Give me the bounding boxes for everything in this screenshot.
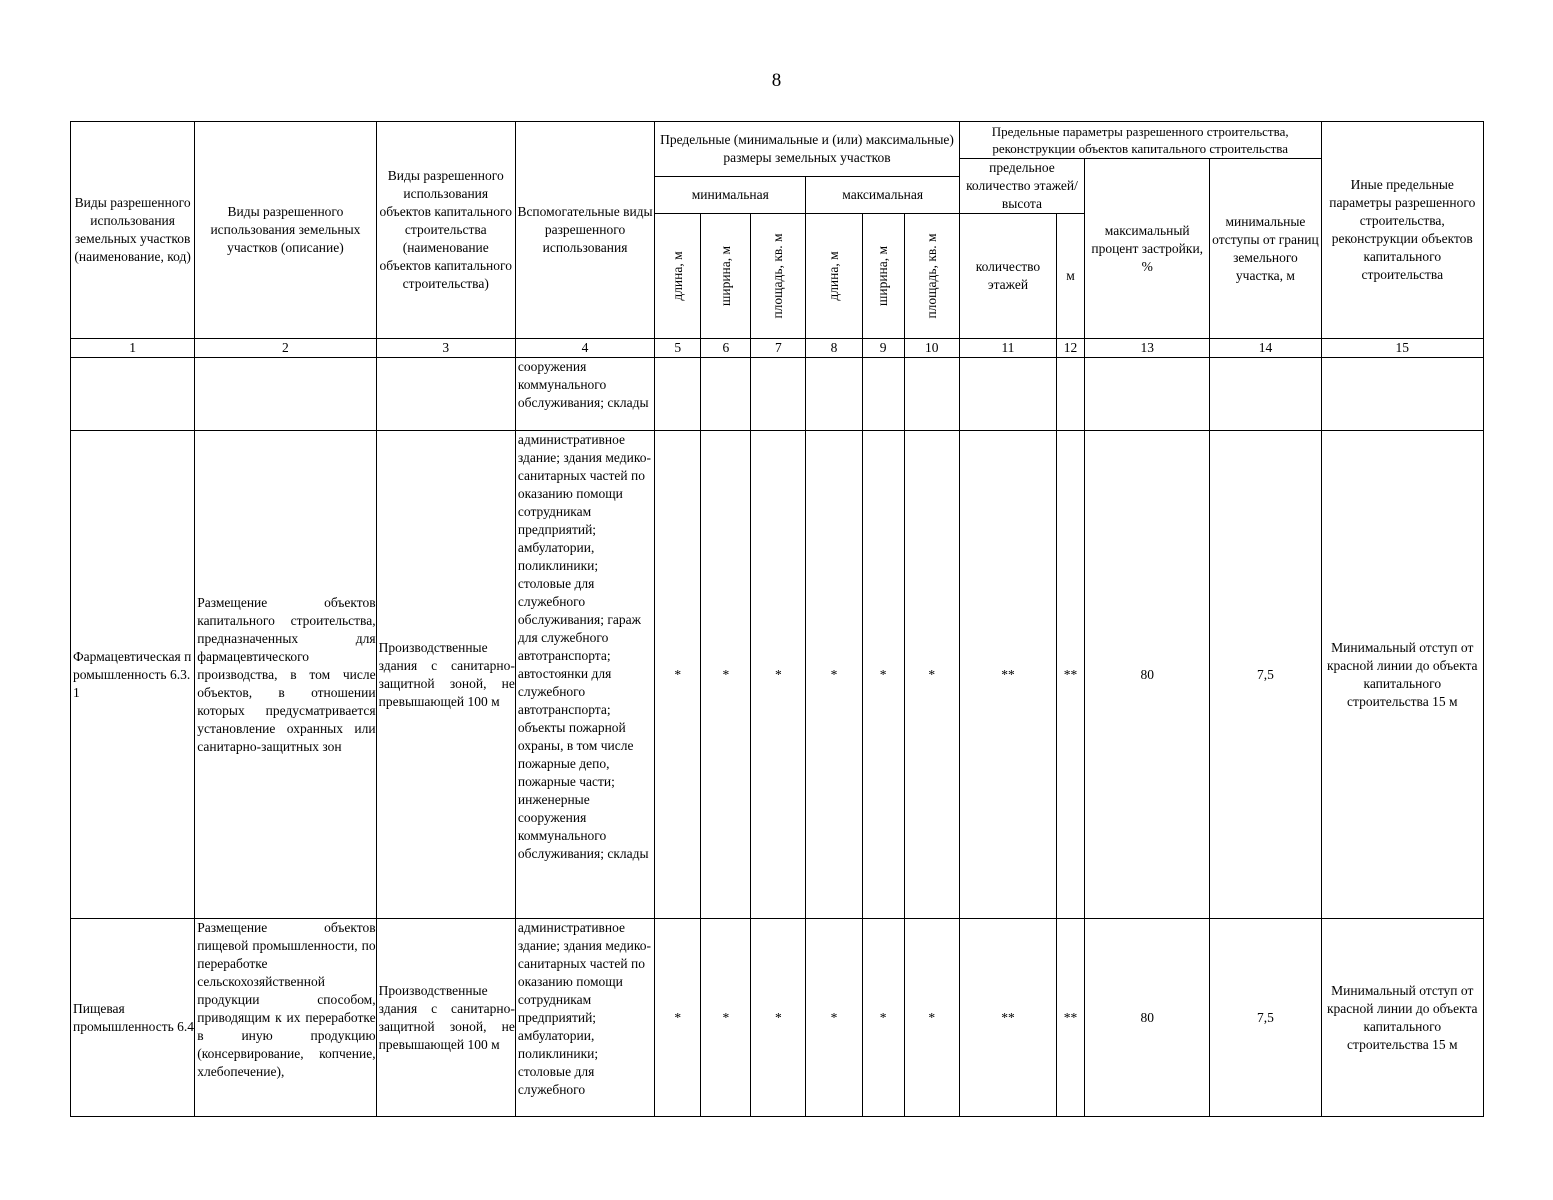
floors-count-value: **	[959, 431, 1056, 919]
header-plot-sizes: Предельные (минимальные и (или) максимальные) размеры земельных участков	[655, 122, 960, 177]
column-number: 14	[1210, 339, 1321, 358]
header-floors-count: количество этажей	[959, 214, 1056, 339]
column-number: 4	[515, 339, 654, 358]
column-number: 7	[751, 339, 806, 358]
header-row	[71, 122, 1484, 159]
header-other-params: Иные предельные параметры разрешенного строительства, реконструкции объектов капитального строительства	[1321, 122, 1483, 339]
header-min-length: длина, м	[655, 214, 701, 339]
max-percent-value: 80	[1085, 431, 1210, 919]
min-length-value: *	[655, 919, 701, 1117]
min-area-value: *	[751, 431, 806, 919]
header-min-setback: минимальные отступы от границ земельного участка, м	[1210, 159, 1321, 339]
land-use-description-cell: Размещение объектов капитального строительства, предназначенных для фармацевтического производства, в том числе объектов, в отношении которых предусматривается установление охранных или санитарно-защитных зон	[195, 431, 376, 919]
auxiliary-uses-cell: административное здание; здания медико-санитарных частей по оказанию помощи сотрудникам предприятий; амбулатории, поликлиники; столовые для служебного обслуживания; гараж для служебного автотранспорта; автостоянки для служебного автотранспорта; объекты пожарной охраны, в том числе пожарные депо, пожарные части; инженерные сооружения коммунального обслуживания; склады	[515, 431, 654, 919]
column-number: 15	[1321, 339, 1483, 358]
page-number: 8	[771, 70, 782, 91]
height-value: **	[1057, 431, 1085, 919]
column-number: 2	[195, 339, 376, 358]
column-number: 9	[862, 339, 904, 358]
construction-objects-cell: Производственные здания с санитарно-защитной зоной, не превышающей 100 м	[376, 919, 515, 1117]
land-use-description-cell: Размещение объектов пищевой промышленности, по переработке сельскохозяйственной продукции способом, приводящим к их переработке в иную продукцию (консервирование, копчение, хлебопечение),	[195, 919, 376, 1117]
header-land-use-name: Виды разрешенного использования земельных участков (наименование, код)	[71, 122, 195, 339]
min-setback-value: 7,5	[1210, 919, 1321, 1117]
max-width-value: *	[862, 431, 904, 919]
auxiliary-uses-cell: сооружения коммунального обслуживания; склады	[515, 358, 654, 431]
column-number: 1	[71, 339, 195, 358]
column-number: 5	[655, 339, 701, 358]
header-construction-params: Предельные параметры разрешенного строительства, реконструкции объектов капитального строительства	[959, 122, 1321, 159]
header-max-area: площадь, кв. м	[904, 214, 959, 339]
min-length-value: *	[655, 431, 701, 919]
column-number: 11	[959, 339, 1056, 358]
column-number: 12	[1057, 339, 1085, 358]
other-params-value: Минимальный отступ от красной линии до объекта капитального строительства 15 м	[1321, 919, 1483, 1117]
max-width-value: *	[862, 919, 904, 1117]
floors-count-value: **	[959, 919, 1056, 1117]
column-number: 6	[701, 339, 751, 358]
min-width-value: *	[701, 431, 751, 919]
header-meters: м	[1057, 214, 1085, 339]
max-length-value: *	[806, 431, 862, 919]
header-land-use-description: Виды разрешенного использования земельных участков (описание)	[195, 122, 376, 339]
column-number: 8	[806, 339, 862, 358]
column-numbers-row	[71, 339, 1484, 358]
land-use-name-cell: Пищевая промышленность 6.4	[71, 919, 195, 1117]
header-minimal: минимальная	[655, 177, 806, 214]
header-min-area: площадь, кв. м	[751, 214, 806, 339]
min-setback-value: 7,5	[1210, 431, 1321, 919]
header-maximal: максимальная	[806, 177, 959, 214]
other-params-value: Минимальный отступ от красной линии до объекта капитального строительства 15 м	[1321, 431, 1483, 919]
table-row	[71, 358, 1484, 431]
min-area-value: *	[751, 919, 806, 1117]
column-number: 13	[1085, 339, 1210, 358]
header-auxiliary-uses: Вспомогательные виды разрешенного использования	[515, 122, 654, 339]
construction-objects-cell: Производственные здания с санитарно-защитной зоной, не превышающей 100 м	[376, 431, 515, 919]
header-construction-objects: Виды разрешенного использования объектов капитального строительства (наименование объектов капитального строительства)	[376, 122, 515, 339]
header-max-percent: максимальный процент застройки, %	[1085, 159, 1210, 339]
max-percent-value: 80	[1085, 919, 1210, 1117]
min-width-value: *	[701, 919, 751, 1117]
column-number: 10	[904, 339, 959, 358]
table-row	[71, 919, 1484, 1117]
header-min-width: ширина, м	[701, 214, 751, 339]
max-area-value: *	[904, 919, 959, 1117]
auxiliary-uses-cell: административное здание; здания медико-санитарных частей по оказанию помощи сотрудникам предприятий; амбулатории, поликлиники; столовые для служебного	[515, 919, 654, 1117]
land-use-table	[70, 121, 1484, 1117]
header-max-length: длина, м	[806, 214, 862, 339]
land-use-name-cell: Фармацевтическая промышленность 6.3.1	[71, 431, 195, 919]
column-number: 3	[376, 339, 515, 358]
table-row	[71, 431, 1484, 919]
max-area-value: *	[904, 431, 959, 919]
header-floors-height: предельное количество этажей/высота	[959, 159, 1084, 214]
max-length-value: *	[806, 919, 862, 1117]
construction-objects-cell	[376, 358, 515, 431]
height-value: **	[1057, 919, 1085, 1117]
land-use-name-cell	[71, 358, 195, 431]
header-max-width: ширина, м	[862, 214, 904, 339]
land-use-description-cell	[195, 358, 376, 431]
